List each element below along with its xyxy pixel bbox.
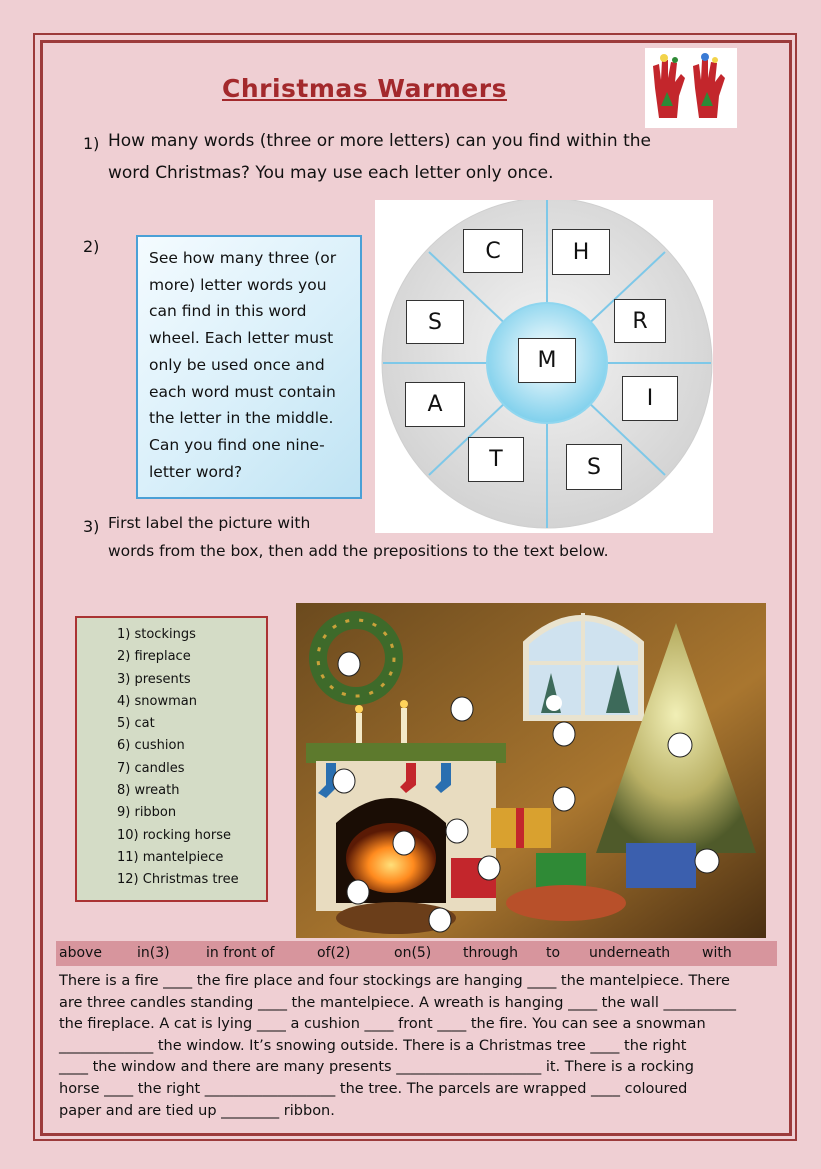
paragraph-line: There is a fire ____ the fire place and four stockings are hanging ____ the mantelpiece. There	[59, 973, 730, 989]
vocab-item: 6) cushion	[117, 738, 185, 754]
preposition-word: above	[59, 945, 102, 961]
question-2-number: 2)	[83, 237, 100, 256]
vocab-item: 5) cat	[117, 716, 155, 732]
vocab-item: 4) snowman	[117, 693, 197, 709]
paragraph-line: ____ the window and there are many presents ____________________ it. There is a rocking	[59, 1059, 694, 1076]
vocabulary-box	[75, 616, 268, 902]
christmas-gloves-icon	[645, 48, 737, 128]
vocab-item: 7) candles	[117, 760, 185, 776]
paragraph-line: _____________ the window. It’s snowing outside. There is a Christmas tree ____ the right	[59, 1037, 687, 1054]
question-1-number: 1)	[83, 134, 100, 153]
wheel-letter-3: R	[614, 299, 666, 343]
wheel-letter-8: S	[406, 300, 464, 344]
vocab-item: 12) Christmas tree	[117, 872, 239, 888]
preposition-word: underneath	[589, 945, 671, 961]
paragraph-line: paper and are tied up ________ ribbon.	[59, 1102, 335, 1119]
preposition-word: on(5)	[394, 945, 432, 961]
wheel-letter-2: H	[552, 229, 610, 275]
vocab-item: 2) fireplace	[117, 649, 191, 665]
word-wheel-instructions: See how many three (or more) letter words you can find in this word wheel. Each letter must only be used once and each word must contain the letter in the middle. Can you find one nine-letter word?	[149, 249, 337, 481]
prepositions-bar	[56, 941, 777, 966]
vocab-item: 1) stockings	[117, 627, 196, 642]
paragraph-line: horse ____ the right __________________ the tree. The parcels are wrapped ____ coloured	[59, 1080, 688, 1097]
paragraph-line: the fireplace. A cat is lying ____ a cushion ____ front ____ the fire. You can see a snowman	[59, 1016, 706, 1033]
wheel-letter-1: C	[463, 229, 523, 273]
preposition-word: through	[463, 945, 519, 961]
preposition-word: of(2)	[317, 945, 351, 961]
vocab-item: 9) ribbon	[117, 805, 177, 821]
wheel-letter-4: I	[622, 376, 678, 421]
preposition-word: in(3)	[137, 945, 170, 961]
gap-fill-paragraph	[59, 971, 779, 1122]
question-1-line-1: How many words (three or more letters) can you find within the	[108, 131, 651, 151]
question-3-number: 3)	[83, 517, 100, 536]
vocab-item: 10) rocking horse	[117, 827, 231, 843]
worksheet-title: Christmas Warmers	[222, 74, 507, 103]
preposition-word: with	[702, 945, 732, 961]
word-wheel	[375, 200, 713, 533]
question-3-line-1: First label the picture with	[108, 514, 311, 532]
wheel-letter-5: S	[566, 444, 622, 490]
paragraph-line: are three candles standing ____ the mantelpiece. A wreath is hanging ____ the wall __________	[59, 994, 736, 1011]
wheel-letter-6: T	[468, 437, 524, 482]
preposition-word: in front of	[206, 945, 275, 961]
vocab-item: 11) mantelpiece	[117, 849, 224, 865]
vocab-item: 3) presents	[117, 671, 191, 687]
wheel-center-letter: M	[518, 338, 576, 383]
word-wheel-instructions-box	[136, 235, 362, 499]
question-1-line-2: word Christmas? You may use each letter only once.	[108, 163, 554, 183]
vocab-item: 8) wreath	[117, 783, 180, 799]
preposition-word: to	[546, 945, 561, 961]
christmas-scene-picture	[296, 603, 766, 938]
wheel-letter-7: A	[405, 382, 465, 427]
question-3-line-2: words from the box, then add the prepositions to the text below.	[108, 542, 609, 560]
